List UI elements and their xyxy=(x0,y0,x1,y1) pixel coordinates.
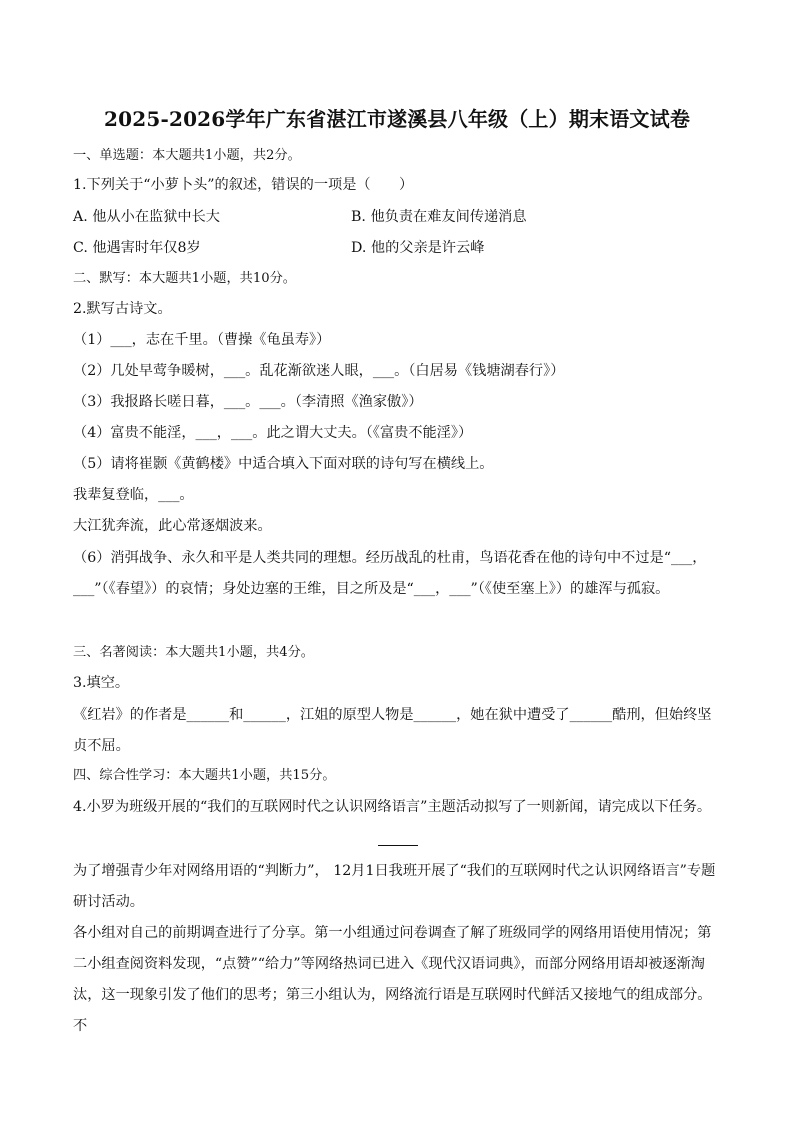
news-paragraph-2: 各小组对自己的前期调查进行了分享。第一小组通过问卷调查了解了班级同学的网络用语使用情况；第二小组查阅资料发现，“点赞”“给力”等网络热词已进入《现代汉语词典》，而部分网络用语却被逐渐淘汰，这一现象引发了他们的思考；第三小组认为，网络流行语是互联网时代鲜活又接地气的组成部分。不 xyxy=(73,925,712,1034)
question-2-item-1: （1）___，志在千里。（曹操《龟虽寿》） xyxy=(73,332,331,348)
news-paragraph-1: 为了增强青少年对网络用语的“判断力”， 12月1日我班开展了“我们的互联网时代之认识网络语言”专题研讨活动。 xyxy=(73,863,716,910)
question-2-item-4: （4）富贵不能淫，___，___。此之谓大丈夫。（《富贵不能淫》） xyxy=(73,425,473,441)
question-4-stem: 4.小罗为班级开展的“我们的互联网时代之认识网络语言”主题活动拟写了一则新闻，请完成以下任务。 xyxy=(73,799,712,815)
question-1-option-b: B. 他负责在难友间传递消息 xyxy=(351,209,527,225)
title-blank-rule xyxy=(378,845,418,846)
question-1-option-d: D. 他的父亲是许云峰 xyxy=(351,240,485,256)
section-heading-2: 二、默写：本大题共1小题，共10分。 xyxy=(73,271,296,286)
question-3-body: 《红岩》的作者是______和______，江姐的原型人物是______，她在狱中遭受了______酷刑，但始终坚贞不屈。 xyxy=(73,707,712,754)
question-2-item-3: （3）我报路长嗟日暮，___。___。（李清照《渔家傲》） xyxy=(73,394,423,410)
section-heading-3: 三、名著阅读：本大题共1小题，共4分。 xyxy=(73,645,314,660)
question-1-option-c: C. 他遇害时年仅8岁 xyxy=(73,240,201,256)
couplet-line-2: 大江犹奔流，此心常逐烟波来。 xyxy=(73,518,272,534)
question-2-stem: 2.默写古诗文。 xyxy=(73,301,172,317)
page-title: 2025-2026学年广东省湛江市遂溪县八年级（上）期末语文试卷 xyxy=(103,107,691,131)
couplet-line-1: 我辈复登临，___。 xyxy=(73,487,194,503)
question-3-stem: 3.填空。 xyxy=(73,675,130,691)
section-heading-1: 一、单选题：本大题共1小题，共2分。 xyxy=(73,148,301,163)
question-2-item-5: （5）请将崔颢《黄鹤楼》中适合填入下面对联的诗句写在横线上。 xyxy=(73,456,494,472)
section-heading-4: 四、综合性学习：本大题共1小题，共15分。 xyxy=(73,768,336,783)
question-2-item-2: （2）几处早莺争暖树，___。乱花渐欲迷人眼，___。（白居易《钱塘湖春行》） xyxy=(73,363,565,379)
question-2-item-6: （6）消弭战争、永久和平是人类共同的理想。经历战乱的杜甫，鸟语花香在他的诗句中不过是“___，___”（《春望》）的哀情；身处边塞的王维，目之所及是“___，___”（《使至塞上》）的雄浑与孤寂。 xyxy=(73,550,707,597)
question-1-option-a: A. 他从小在监狱中长大 xyxy=(73,209,220,225)
question-1-stem: 1.下列关于“小萝卜头”的叙述，错误的一项是（ ） xyxy=(73,177,414,193)
